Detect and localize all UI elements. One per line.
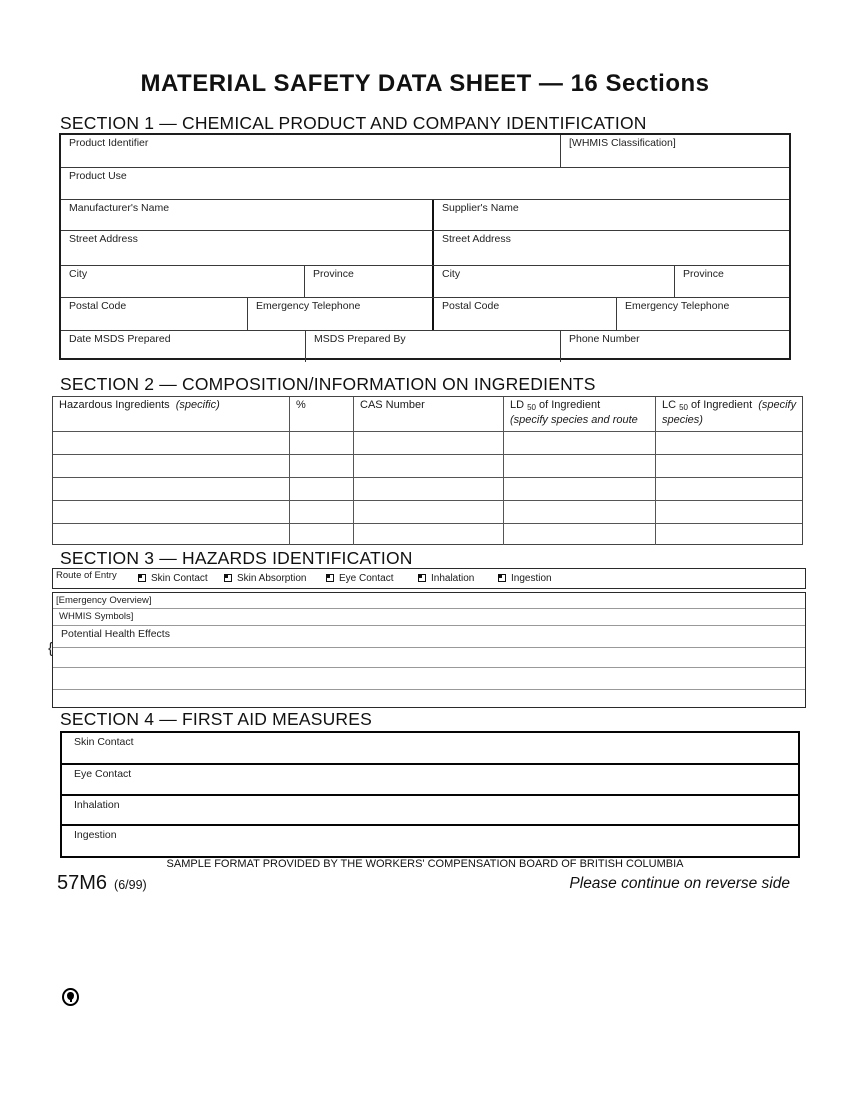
ingredient-row <box>53 431 802 454</box>
col-label: Hazardous Ingredients <box>59 399 170 411</box>
col-label: % <box>296 399 306 411</box>
field-label: Potential Health Effects <box>61 628 170 640</box>
field-whmis-classification[interactable] <box>560 135 789 167</box>
cas-number-cell[interactable] <box>353 432 503 454</box>
section1-box <box>59 133 791 360</box>
field-label: Postal Code <box>69 300 127 312</box>
ingredient-name-cell[interactable] <box>53 432 289 454</box>
col-header-cas-number <box>353 397 503 431</box>
checkbox-label: Skin Absorption <box>237 573 307 584</box>
section3-heading: SECTION 3 — HAZARDS IDENTIFICATION <box>60 548 413 568</box>
field-emergency-telephone-supplier[interactable] <box>616 298 789 330</box>
write-in-line[interactable] <box>53 690 805 709</box>
percent-cell[interactable] <box>289 524 353 545</box>
section2-heading: SECTION 2 — COMPOSITION/INFORMATION ON INGREDIENTS <box>60 374 596 394</box>
field-label: Supplier's Name <box>442 202 519 214</box>
field-label: Phone Number <box>569 333 640 345</box>
field-label: WHMIS Symbols] <box>59 611 134 622</box>
col-label-qualifier: species) <box>662 414 703 426</box>
ingredient-name-cell[interactable] <box>53 524 289 545</box>
skin-absorption-checkbox[interactable] <box>224 574 232 582</box>
field-label: Inhalation <box>74 799 120 811</box>
lc50-cell[interactable] <box>655 432 802 454</box>
write-in-line[interactable] <box>53 648 805 668</box>
row-identifier <box>61 135 789 167</box>
section2-ingredients-table <box>52 396 803 545</box>
field-label: Province <box>313 268 354 280</box>
field-label: Emergency Telephone <box>625 300 730 312</box>
col-label: LC <box>662 399 677 411</box>
field-emergency-telephone-manufacturer[interactable] <box>247 298 432 330</box>
cas-number-cell[interactable] <box>353 455 503 477</box>
field-label: MSDS Prepared By <box>314 333 406 345</box>
logo-emblem-stem <box>70 999 72 1002</box>
col-label-qualifier: (specify <box>758 399 797 411</box>
row-names <box>61 199 789 230</box>
ingredient-name-cell[interactable] <box>53 501 289 523</box>
field-label: [WHMIS Classification] <box>569 137 676 149</box>
field-msds-prepared-by[interactable] <box>305 331 560 362</box>
field-label: [Emergency Overview] <box>56 595 152 606</box>
document-title: MATERIAL SAFETY DATA SHEET — 16 Sections <box>140 70 710 97</box>
col-label: of Ingredient <box>690 399 753 411</box>
section4-heading: SECTION 4 — FIRST AID MEASURES <box>60 709 372 729</box>
field-emergency-overview[interactable] <box>53 593 805 609</box>
cas-number-cell[interactable] <box>353 478 503 500</box>
field-street-address-supplier[interactable] <box>432 231 789 265</box>
field-phone-number[interactable] <box>560 331 789 362</box>
col-header-ld50 <box>503 397 655 431</box>
skin-contact-checkbox[interactable] <box>138 574 146 582</box>
row-msds-prepared <box>61 330 789 362</box>
col-header-lc50 <box>655 397 802 431</box>
ingredient-row <box>53 454 802 477</box>
form-number-code: 57M6 <box>57 872 108 894</box>
hazards-details-box <box>48 592 806 708</box>
col-label: of Ingredient <box>538 399 601 411</box>
continue-on-reverse-note: Please continue on reverse side <box>569 875 790 892</box>
percent-cell[interactable] <box>289 501 353 523</box>
section1-heading: SECTION 1 — CHEMICAL PRODUCT AND COMPANY IDENTIFICATION <box>60 113 647 133</box>
ingredients-header-row <box>53 397 802 431</box>
col-label-qualifier: (specific) <box>175 399 220 411</box>
ingredient-name-cell[interactable] <box>53 455 289 477</box>
field-whmis-symbols[interactable] <box>53 609 805 626</box>
field-first-aid-ingestion[interactable] <box>62 824 798 850</box>
field-label: Manufacturer's Name <box>69 202 170 214</box>
route-option-skin-absorption <box>224 573 307 584</box>
field-label: Eye Contact <box>74 768 132 780</box>
field-manufacturer-name[interactable] <box>61 200 432 230</box>
cas-number-cell[interactable] <box>353 524 503 545</box>
field-city-supplier[interactable] <box>432 266 674 297</box>
stray-brace-mark: { <box>48 640 54 657</box>
sample-format-note: SAMPLE FORMAT PROVIDED BY THE WORKERS' COMPENSATION BOARD OF BRITISH COLUMBIA <box>166 858 684 870</box>
field-label: Province <box>683 268 724 280</box>
field-label: Product Identifier <box>69 137 149 149</box>
ingredient-row <box>53 523 802 545</box>
route-option-ingestion <box>498 573 552 584</box>
route-option-inhalation <box>418 573 474 584</box>
ld50-cell[interactable] <box>503 432 655 454</box>
ingredient-row <box>53 500 802 523</box>
checkbox-label: Inhalation <box>431 573 475 584</box>
row-city-province <box>61 265 789 297</box>
row-street-address <box>61 230 789 265</box>
field-city-manufacturer[interactable] <box>61 266 304 297</box>
checkbox-label: Ingestion <box>511 573 552 584</box>
checkbox-label: Eye Contact <box>339 573 394 584</box>
field-label: Street Address <box>442 233 511 245</box>
field-label: Product Use <box>69 170 127 182</box>
field-street-address-manufacturer[interactable] <box>61 231 432 265</box>
ingredient-row <box>53 477 802 500</box>
col-label: LD <box>510 399 525 411</box>
form-revision: (6/99) <box>114 878 147 892</box>
write-in-line[interactable] <box>53 668 805 690</box>
field-product-use[interactable] <box>61 168 789 199</box>
field-label: Emergency Telephone <box>256 300 361 312</box>
route-option-eye-contact <box>326 573 393 584</box>
eye-contact-checkbox[interactable] <box>326 574 334 582</box>
checkbox-label: Skin Contact <box>151 573 208 584</box>
field-product-identifier[interactable] <box>61 135 560 167</box>
field-label: Street Address <box>69 233 138 245</box>
wcb-crest-logo-icon <box>62 988 79 1006</box>
col-label-subscript: 50 <box>527 403 536 412</box>
route-of-entry-box <box>52 568 806 589</box>
form-number <box>57 872 147 895</box>
field-label: Skin Contact <box>74 736 134 748</box>
ld50-cell[interactable] <box>503 478 655 500</box>
lc50-cell[interactable] <box>655 478 802 500</box>
percent-cell[interactable] <box>289 432 353 454</box>
lc50-cell[interactable] <box>655 501 802 523</box>
col-header-percent <box>289 397 353 431</box>
field-first-aid-skin-contact[interactable] <box>62 733 798 763</box>
cas-number-cell[interactable] <box>353 501 503 523</box>
field-postal-code-supplier[interactable] <box>432 298 616 330</box>
percent-cell[interactable] <box>289 455 353 477</box>
ingredient-name-cell[interactable] <box>53 478 289 500</box>
col-header-hazardous-ingredients <box>53 397 289 431</box>
ingestion-checkbox[interactable] <box>498 574 506 582</box>
field-province-supplier[interactable] <box>674 266 789 297</box>
col-label: CAS Number <box>360 399 425 411</box>
row-postal-emergency <box>61 297 789 330</box>
ld50-cell[interactable] <box>503 455 655 477</box>
field-province-manufacturer[interactable] <box>304 266 432 297</box>
field-postal-code-manufacturer[interactable] <box>61 298 247 330</box>
field-first-aid-inhalation[interactable] <box>62 794 798 824</box>
route-option-skin-contact <box>138 573 208 584</box>
col-label-subscript: 50 <box>679 403 688 412</box>
field-first-aid-eye-contact[interactable] <box>62 763 798 794</box>
field-label: Ingestion <box>74 829 117 841</box>
lc50-cell[interactable] <box>655 455 802 477</box>
field-supplier-name[interactable] <box>432 200 789 230</box>
field-label: City <box>69 268 88 280</box>
route-of-entry-label: Route of Entry <box>56 570 117 581</box>
inhalation-checkbox[interactable] <box>418 574 426 582</box>
row-product-use <box>61 167 789 199</box>
first-aid-box <box>60 731 800 858</box>
lc50-cell[interactable] <box>655 524 802 545</box>
field-potential-health-effects[interactable] <box>53 626 805 648</box>
ld50-cell[interactable] <box>503 501 655 523</box>
ld50-cell[interactable] <box>503 524 655 545</box>
field-date-msds-prepared[interactable] <box>61 331 305 362</box>
field-label: Postal Code <box>442 300 500 312</box>
percent-cell[interactable] <box>289 478 353 500</box>
field-label: Date MSDS Prepared <box>69 333 171 345</box>
col-label-qualifier: (specify species and route <box>510 414 638 426</box>
field-label: City <box>442 268 461 280</box>
